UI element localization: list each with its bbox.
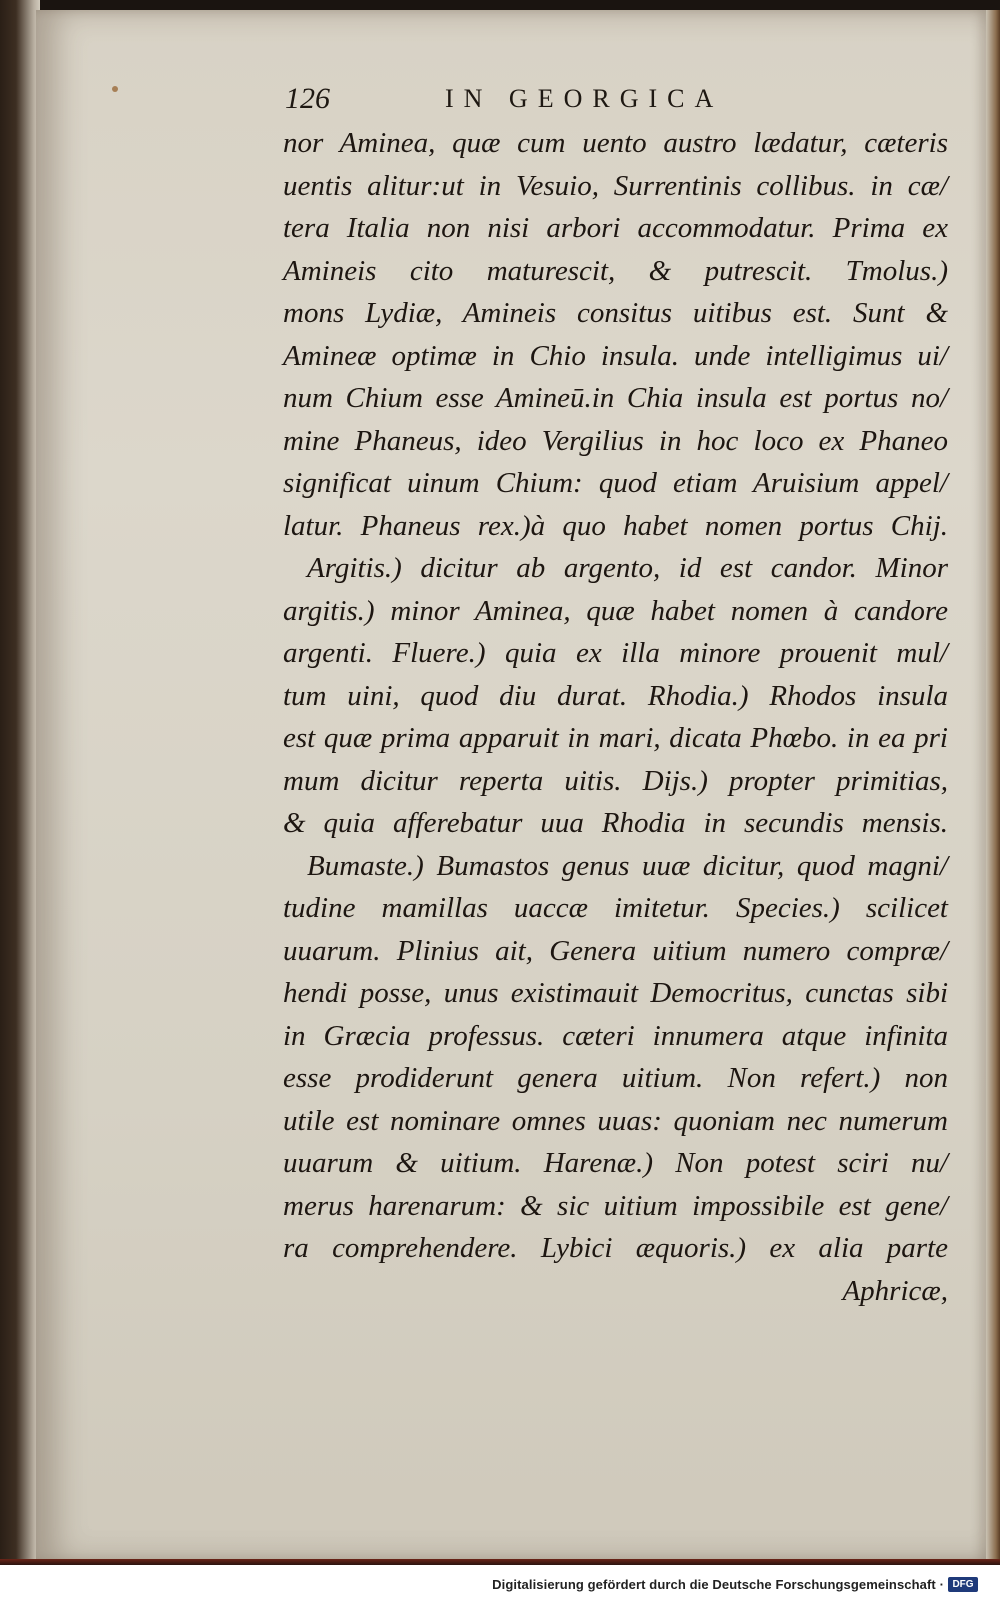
funding-credit: Digitalisierung gefördert durch die Deutsche Forschungsgemeinschaft · [492,1577,944,1592]
text-line: tera Italia non nisi arbori accommodatur. Prima ex [283,212,948,244]
text-line: mum dicitur reperta uitis. Dijs.) propter primitias, [283,764,948,797]
book-spine [0,0,40,1565]
page-edge [986,10,1000,1562]
text-line: nor Aminea, quæ cum uento austro lædatur, cæteris [283,127,948,159]
text-line: uuarum. Plinius ait, Genera uitium numero compræ/ [283,934,948,967]
body-text [283,122,948,1312]
text-line: & quia afferebatur uua Rhodia in secundis mensis. [283,807,948,839]
text-line: in Græcia professus. cæteri innumera atque infinita [283,1019,948,1052]
text-line: argitis.) minor Aminea, quæ habet nomen à candore [283,594,948,627]
page-number: 126 [285,82,330,115]
catchword: Aphricæ, [842,1274,948,1307]
text-line: tum uini, quod diu durat. Rhodia.) Rhodos insula [283,679,948,712]
page-header [285,82,935,122]
text-line: tudine mamillas uaccæ imitetur. Species.) scilicet [283,892,948,924]
text-line: num Chium esse Amineū.in Chia insula est portus no/ [283,382,948,414]
text-line: uentis alitur:ut in Vesuio, Surrentinis collibus. in cæ/ [283,169,948,202]
text-line: est quæ prima apparuit in mari, dicata Phœbo. in ea pri [283,722,948,754]
text-line: argenti. Fluere.) quia ex illa minore prouenit mul/ [283,637,948,669]
text-line: merus harenarum: & sic uitium impossibile est gene/ [283,1189,948,1222]
text-line: utile est nominare omnes uuas: quoniam nec numerum [283,1104,948,1137]
ink-spot [112,86,118,92]
text-line: Argitis.) dicitur ab argento, id est candor. Minor [307,552,948,584]
dfg-logo-icon: DFG [948,1577,978,1592]
text-line: esse prodiderunt genera uitium. Non refert.) non [283,1062,948,1094]
text-line: hendi posse, unus existimauit Democritus, cunctas sibi [283,977,948,1009]
text-line: mons Lydiæ, Amineis consitus uitibus est. Sunt & [283,297,948,329]
text-line: Amineis cito maturescit, & putrescit. Tmolus.) [283,254,948,287]
text-line: mine Phaneus, ideo Vergilius in hoc loco ex Phaneo [283,424,948,457]
text-line: uuarum & uitium. Harenæ.) Non potest sciri nu/ [283,1147,948,1179]
running-head: IN GEORGICA [445,84,724,113]
text-line: significat uinum Chium: quod etiam Aruisium appel/ [283,467,948,499]
text-line: Bumaste.) Bumastos genus uuæ dicitur, quod magni/ [307,849,948,882]
text-line: ra comprehendere. Lybici æquoris.) ex alia parte [283,1232,948,1264]
text-line: latur. Phaneus rex.)à quo habet nomen portus Chij. [283,509,948,542]
footer-bar [0,1565,1000,1599]
text-line: Amineæ optimæ in Chio insula. unde intelligimus ui/ [283,339,948,372]
